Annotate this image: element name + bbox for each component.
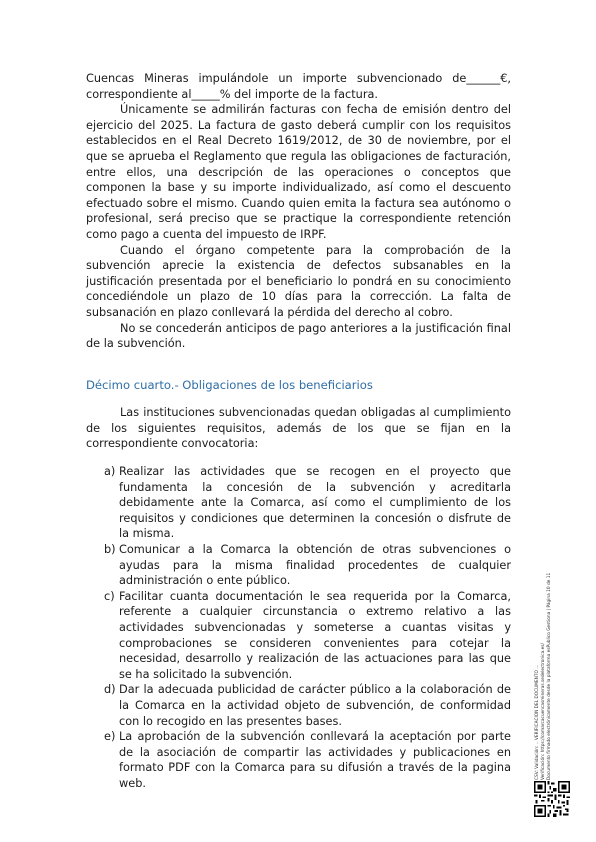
list-item-text: La aprobación de la subvención conllevará la aceptación por parte de la asociación de compartir las actividades y publicaciones en formato PDF con la Comarca para su difusión a través de la pagina web.	[119, 730, 511, 790]
list-marker: a)	[104, 465, 116, 479]
paragraph-4: No se concederán anticipos de pago anteriores a la justificación final de la subvención.	[86, 321, 511, 351]
document-page	[86, 71, 511, 792]
section-heading: Décimo cuarto.- Obligaciones de los beneficiarios	[86, 377, 373, 392]
list-item-text: Facilitar cuanta documentación le sea requerida por la Comarca, referente a cualquier circunstancia o extremo relativo a las actividades subvencionadas y someterse a cuantas visitas y comprobaciones se consideren convenientes para cotejar la necesidad, desarrollo y realización de las actuaciones para las que se ha solicitado la subvención.	[119, 589, 511, 681]
verification-text	[535, 520, 571, 780]
section-intro: Las instituciones subvencionadas quedan obligadas al cumplimiento de los siguientes requisitos, además de los que se fijan en la correspondiente convocatoria:	[86, 406, 511, 451]
list-marker: d)	[104, 683, 116, 697]
paragraph-2: Únicamente se admilirán facturas con fecha de emisión dentro del ejercicio del 2025. La factura de gasto deberá cumplir con los requisitos establecidos en el Real Decreto 1619/2012, de 30 de noviembre, por el que se aprueba el Reglamento que regula las obligaciones de facturación, entre ellos, una descripción de las operaciones o conceptos que componen la base y su importe individualizado, así como el descuento efectuado sobre el mismo. Cuando quien emita la factura sea autónomo o profesional, será preciso que se practique la correspondiente retención como pago a cuenta del impuesto de IRPF.	[86, 103, 511, 241]
qr-code-icon	[534, 781, 570, 817]
list-marker: b)	[104, 543, 116, 557]
list-item	[86, 729, 511, 791]
verification-line-2: Verificación: https://comarcacuencasmineras.sedelectronica.es/	[541, 643, 546, 780]
requirements-list	[86, 464, 511, 791]
list-item	[86, 464, 511, 542]
verification-stamp	[535, 520, 571, 780]
list-item	[86, 682, 511, 729]
list-item-text: Dar la adecuada publicidad de carácter público a la colaboración de la Comarca en la actividad objeto de subvención, de conformidad con lo recogido en las presentes bases.	[119, 683, 511, 728]
list-item	[86, 542, 511, 589]
list-item-text: Comunicar a la Comarca la obtención de otras subvenciones o ayudas para la misma finalidad procedentes de cualquier administración o ente público.	[119, 543, 511, 588]
list-item	[86, 589, 511, 683]
paragraph-3: Cuando el órgano competente para la comprobación de la subvención aprecie la existencia de defectos subsanables en la justificación presentada por el beneficiario lo pondrá en su conocimiento concediéndole un plazo de 10 días para la corrección. La falta de subsanación en plazo conllevará la pérdida del derecho al cobro.	[86, 243, 511, 319]
list-item-text: Realizar las actividades que se recogen en el proyecto que fundamenta la concesión de la subvención y acreditarla debidamente ante la Comarca, así como el cumplimiento de los requisitos y condiciones que determinen la concesión o disfrute de la misma.	[119, 465, 511, 541]
verification-line-1: CSV: Validación: .. VERIFICACION DEL DOCUMENTO ...	[535, 664, 540, 780]
list-marker: e)	[104, 730, 116, 744]
list-marker: c)	[104, 589, 115, 603]
verification-line-3: Documento firmado electrónicamente desde la plataforma esPublico Gestiona | Página 10 de 11	[547, 572, 552, 780]
paragraph-1: Cuencas Mineras impulándole un importe subvencionado de______€, correspondiente al_____% del importe de la factura.	[86, 72, 511, 101]
